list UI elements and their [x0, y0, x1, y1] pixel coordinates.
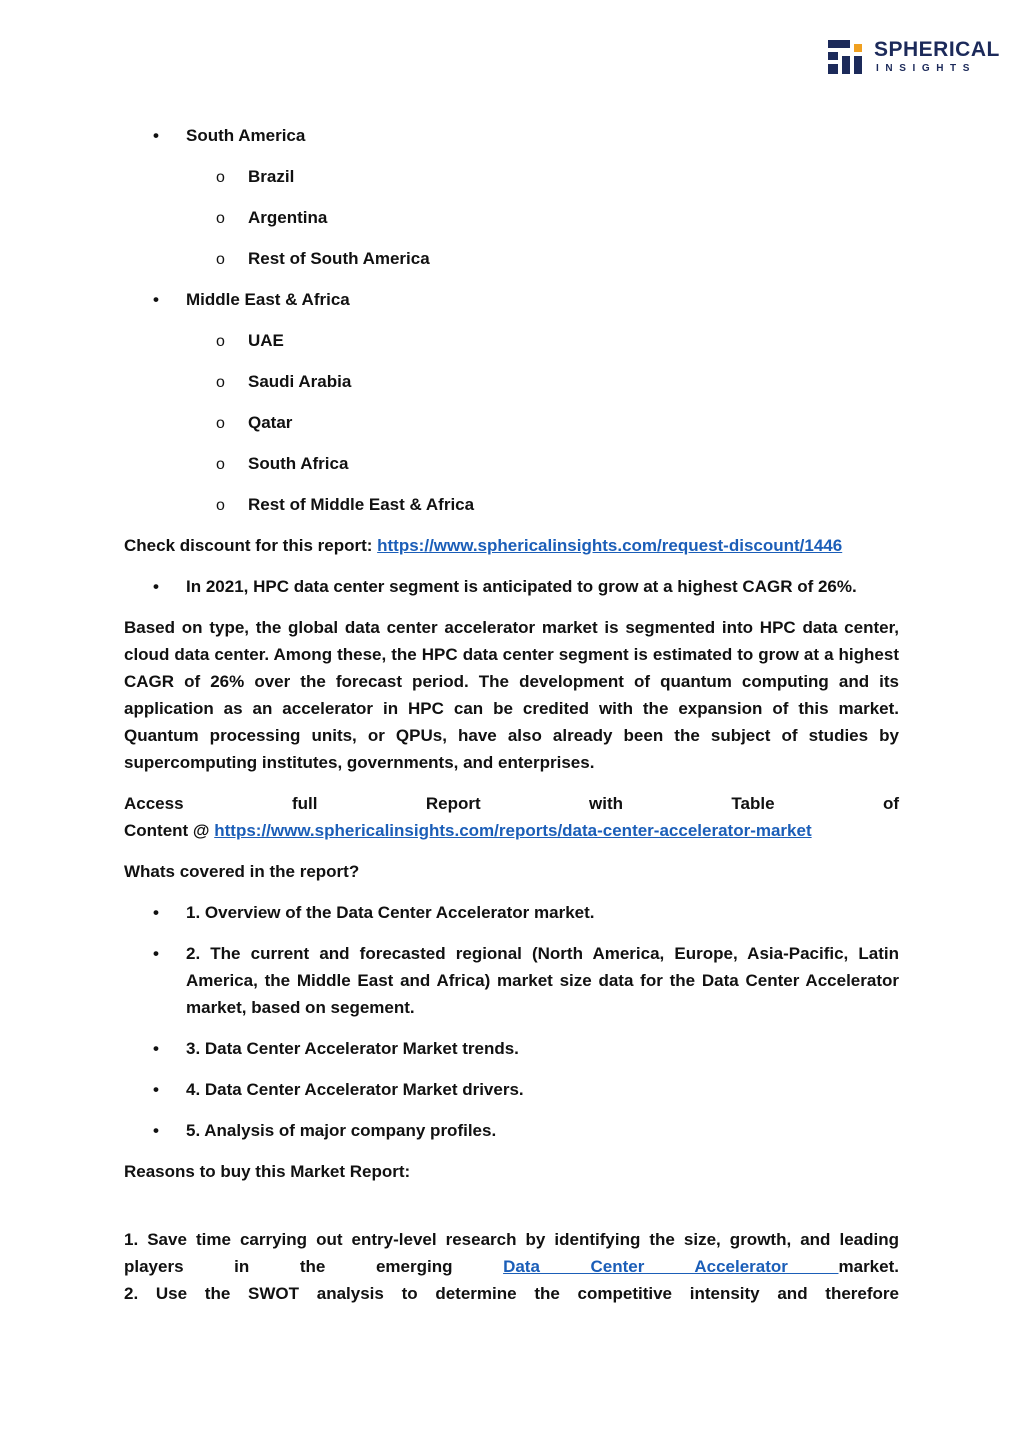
highlight-text: In 2021, HPC data center segment is anticipated to grow at a highest CAGR of 26%.: [186, 577, 857, 596]
covered-item-text: 2. The current and forecasted regional (North America, Europe, Asia-Pacific, Latin America, the Middle East and Africa) market size data for the Data Center Accelerator market, based on segement.: [186, 944, 899, 1017]
country-item: [124, 327, 899, 354]
country-item: [124, 409, 899, 436]
covered-item: [124, 1076, 899, 1103]
discount-line: [124, 532, 899, 559]
brand-name: SPHERICAL: [874, 38, 1000, 61]
region-name: Middle East & Africa: [186, 290, 350, 309]
discount-label: Check discount for this report:: [124, 536, 378, 555]
region-name: South America: [186, 126, 306, 145]
country-item: [124, 491, 899, 518]
access-line: Access full Report with Table of: [124, 794, 899, 813]
spherical-insights-logo-icon: [828, 38, 866, 76]
reason-text: 1. Save time carrying out entry-level research by identifying the size, growth, and leading players in the emerging: [124, 1230, 899, 1276]
country-name: Argentina: [248, 208, 328, 227]
access-line-2: [124, 817, 899, 844]
covered-item-text: 3. Data Center Accelerator Market trends.: [186, 1039, 519, 1058]
discount-link[interactable]: https://www.sphericalinsights.com/request-discount/1446: [377, 536, 843, 555]
body-paragraph: Based on type, the global data center accelerator market is segmented into HPC data center, cloud data center. Among these, the HPC data center segment is estimated to grow at a highest CAGR of 26% over the forecast period. The development of quantum computing and its application as an accelerator in HPC can be credited with the expansion of this market. Quantum processing units, or QPUs, have also already been the subject of studies by supercomputing institutes, governments, and enterprises.: [124, 618, 899, 772]
document-body: [124, 122, 899, 1307]
covered-heading: Whats covered in the report?: [124, 862, 360, 881]
covered-item-text: 1. Overview of the Data Center Accelerator market.: [186, 903, 595, 922]
circle-bullet-icon: o: [216, 497, 225, 514]
circle-bullet-icon: o: [216, 169, 225, 186]
country-item: [124, 245, 899, 272]
brand-tagline: INSIGHTS: [876, 63, 977, 74]
country-name: Rest of South America: [248, 249, 430, 268]
bullet-icon: •: [153, 126, 159, 145]
circle-bullet-icon: o: [216, 374, 225, 391]
country-item: [124, 368, 899, 395]
covered-item: [124, 1117, 899, 1144]
highlight-item: [124, 573, 899, 600]
brand-logo: [828, 38, 1000, 76]
country-name: Brazil: [248, 167, 295, 186]
circle-bullet-icon: o: [216, 210, 225, 227]
country-name: UAE: [248, 331, 284, 350]
country-item: [124, 450, 899, 477]
bullet-icon: •: [153, 290, 159, 309]
reasons-heading: Reasons to buy this Market Report:: [124, 1162, 411, 1181]
bullet-icon: •: [153, 1039, 159, 1058]
reason-item-2: 2. Use the SWOT analysis to determine the competitive intensity and therefore: [124, 1284, 899, 1303]
circle-bullet-icon: o: [216, 456, 225, 473]
market-link[interactable]: Data Center Accelerator: [503, 1257, 839, 1276]
country-name: Saudi Arabia: [248, 372, 352, 391]
circle-bullet-icon: o: [216, 333, 225, 350]
bullet-icon: •: [153, 1080, 159, 1099]
bullet-icon: •: [153, 903, 159, 922]
access-report-block: [124, 790, 899, 844]
covered-item-text: 5. Analysis of major company profiles.: [186, 1121, 497, 1140]
bullet-icon: •: [153, 1121, 159, 1140]
covered-item: [124, 1035, 899, 1062]
covered-item: [124, 940, 899, 1021]
access-label: Content @: [124, 821, 215, 840]
bullet-icon: •: [153, 944, 159, 963]
country-name: Rest of Middle East & Africa: [248, 495, 475, 514]
report-link[interactable]: https://www.sphericalinsights.com/reports/data-center-accelerator-market: [214, 821, 812, 840]
bullet-icon: •: [153, 577, 159, 596]
country-name: South Africa: [248, 454, 349, 473]
covered-item: [124, 899, 899, 926]
circle-bullet-icon: o: [216, 251, 225, 268]
covered-item-text: 4. Data Center Accelerator Market drivers.: [186, 1080, 524, 1099]
country-name: Qatar: [248, 413, 293, 432]
country-item: [124, 163, 899, 190]
circle-bullet-icon: o: [216, 415, 225, 432]
region-item: [124, 286, 899, 313]
country-item: [124, 204, 899, 231]
reason-item-1: [124, 1226, 899, 1280]
region-item: [124, 122, 899, 149]
reason-text-end: market.: [838, 1257, 899, 1276]
